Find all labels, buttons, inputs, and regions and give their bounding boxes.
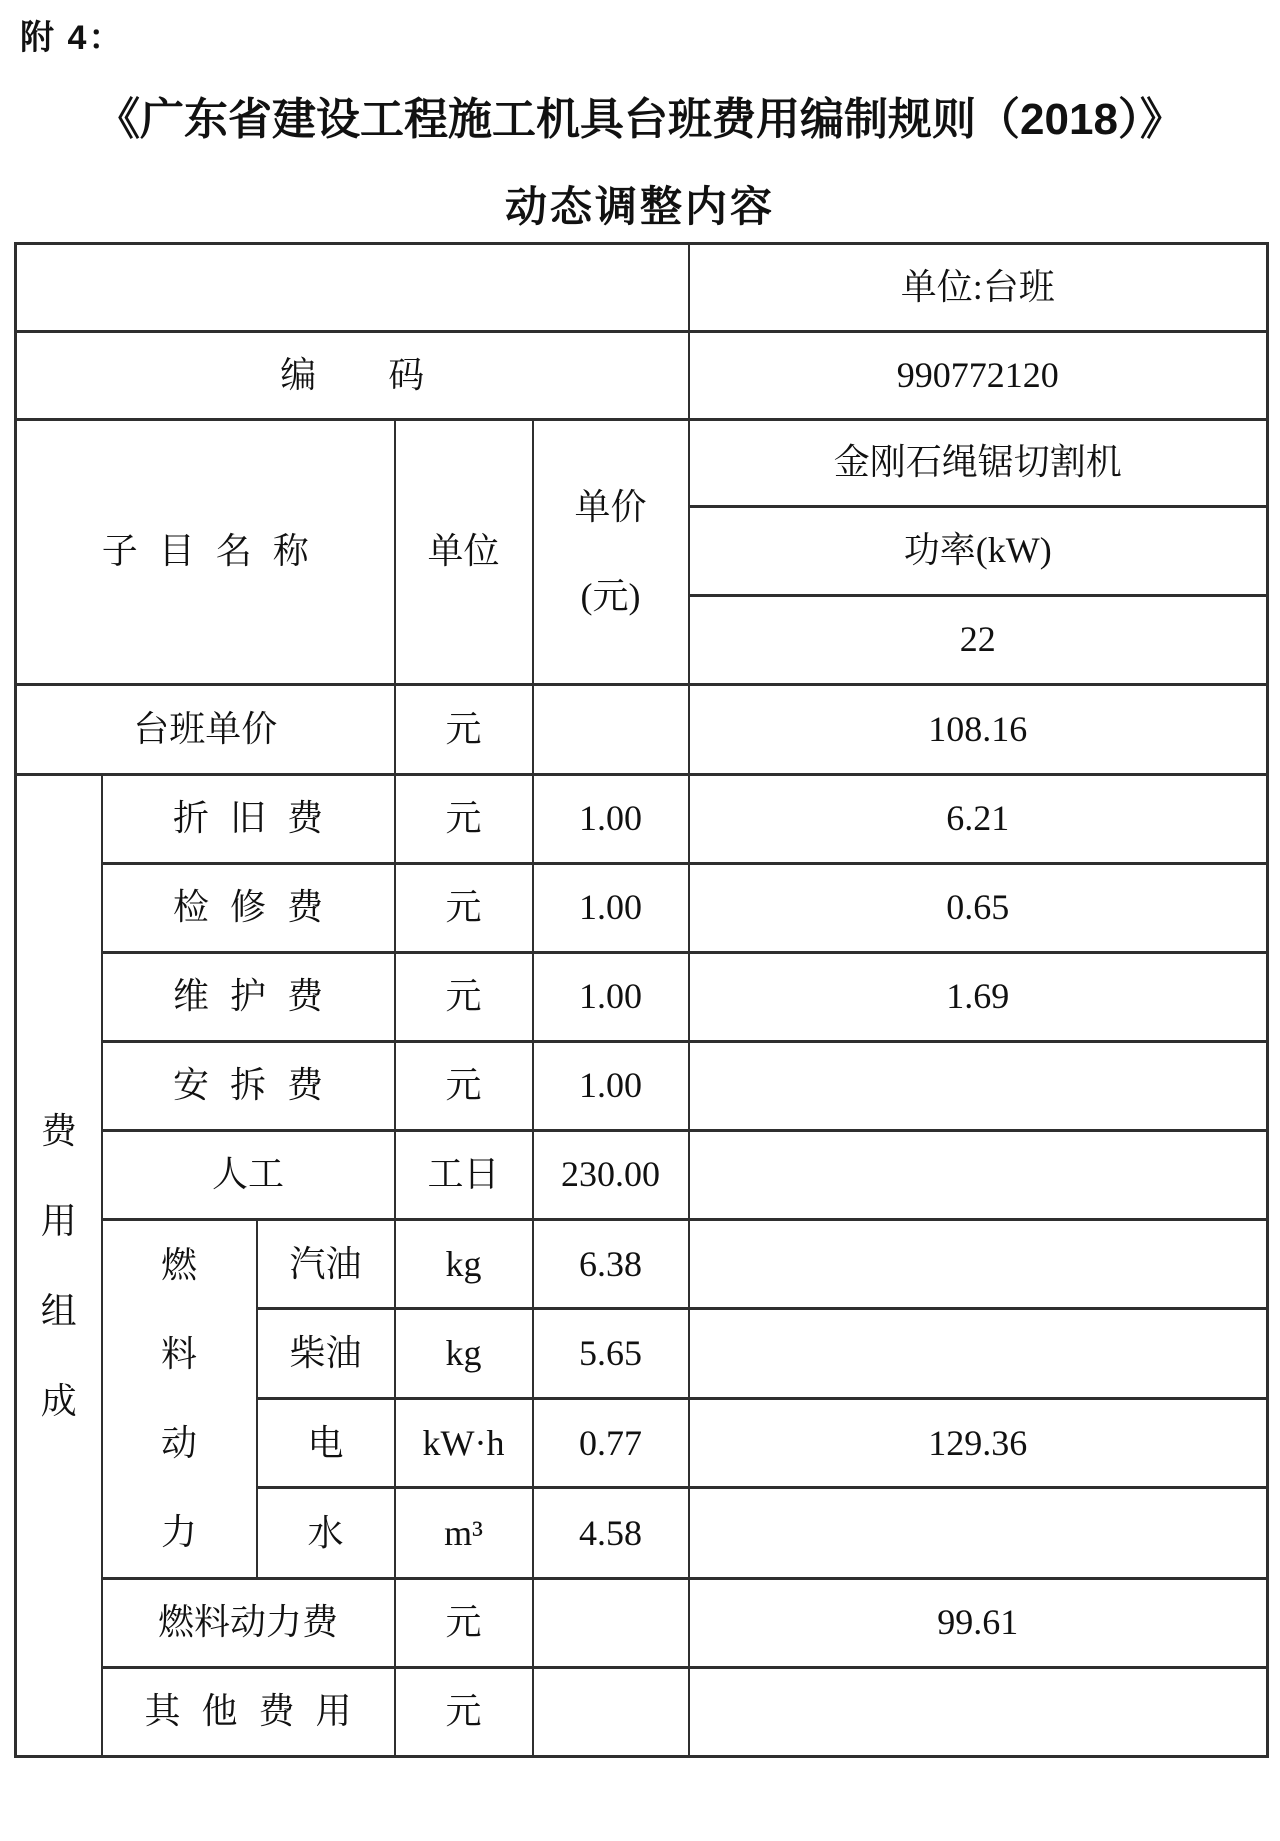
other-cost-value bbox=[689, 1668, 1268, 1757]
cost-item-value: 6.21 bbox=[689, 775, 1268, 864]
price-header bbox=[533, 420, 689, 685]
table-row-header-1 bbox=[16, 420, 1268, 507]
cost-item-unit: 元 bbox=[395, 953, 533, 1042]
fuel-item-value bbox=[689, 1309, 1268, 1398]
table-row-unit-note bbox=[16, 244, 1268, 332]
shift-price-unit: 元 bbox=[395, 685, 533, 775]
cost-item-price: 1.00 bbox=[533, 953, 689, 1042]
cost-item-value: 1.69 bbox=[689, 953, 1268, 1042]
unit-header: 单位 bbox=[395, 420, 533, 685]
fuel-item-unit: m³ bbox=[395, 1488, 533, 1579]
cost-item-unit: 元 bbox=[395, 1042, 533, 1131]
price-header-stack bbox=[534, 463, 688, 641]
fuel-total-value: 99.61 bbox=[689, 1579, 1268, 1668]
table-row-gasoline bbox=[16, 1220, 1268, 1309]
fuel-item-unit: kg bbox=[395, 1309, 533, 1398]
table-row-inspection bbox=[16, 864, 1268, 953]
fuel-item-price: 0.77 bbox=[533, 1398, 689, 1487]
shift-price-price bbox=[533, 685, 689, 775]
empty-cell bbox=[16, 244, 689, 332]
fuel-item-value bbox=[689, 1220, 1268, 1309]
fuel-item-price: 5.65 bbox=[533, 1309, 689, 1398]
cost-item-label: 检 修 费 bbox=[102, 864, 395, 953]
code-label-cell: 编 码 bbox=[16, 332, 689, 420]
table-row-other-cost bbox=[16, 1668, 1268, 1757]
cost-item-price: 1.00 bbox=[533, 864, 689, 953]
table-row-shift-price bbox=[16, 685, 1268, 775]
fuel-item-price: 6.38 bbox=[533, 1220, 689, 1309]
cost-table bbox=[14, 242, 1269, 1758]
page-title: 《广东省建设工程施工机具台班费用编制规则（2018）》 bbox=[96, 95, 1184, 144]
cost-item-price: 1.00 bbox=[533, 775, 689, 864]
cost-item-label: 折 旧 费 bbox=[102, 775, 395, 864]
cost-item-unit: 元 bbox=[395, 775, 533, 864]
table-row-depreciation bbox=[16, 775, 1268, 864]
fuel-item-value bbox=[689, 1488, 1268, 1579]
attachment-label: 附 4： bbox=[20, 19, 125, 57]
cost-item-value bbox=[689, 1042, 1268, 1131]
table-row-code bbox=[16, 332, 1268, 420]
fuel-total-price bbox=[533, 1579, 689, 1668]
table-row-maintenance bbox=[16, 953, 1268, 1042]
cost-item-value: 0.65 bbox=[689, 864, 1268, 953]
fuel-item-unit: kg bbox=[395, 1220, 533, 1309]
machine-name-cell: 金刚石绳锯切割机 bbox=[689, 420, 1268, 507]
price-header-line2: (元) bbox=[580, 576, 641, 616]
other-cost-unit: 元 bbox=[395, 1668, 533, 1757]
cost-item-price: 230.00 bbox=[533, 1131, 689, 1220]
fuel-item-label: 柴油 bbox=[257, 1309, 395, 1398]
shift-price-value: 108.16 bbox=[689, 685, 1268, 775]
fuel-total-unit: 元 bbox=[395, 1579, 533, 1668]
cost-item-label: 维 护 费 bbox=[102, 953, 395, 1042]
fuel-item-label: 电 bbox=[257, 1398, 395, 1487]
price-header-line1: 单价 bbox=[574, 487, 647, 527]
cost-item-unit: 元 bbox=[395, 864, 533, 953]
cost-item-unit: 工日 bbox=[395, 1131, 533, 1220]
other-cost-label: 其 他 费 用 bbox=[102, 1668, 395, 1757]
page-subtitle: 动态调整内容 bbox=[504, 183, 775, 230]
power-value-cell: 22 bbox=[689, 596, 1268, 685]
fuel-item-unit: kW·h bbox=[395, 1398, 533, 1487]
cost-group-vertical-label: 费 用 组 成 bbox=[16, 775, 102, 1757]
table-row-labor bbox=[16, 1131, 1268, 1220]
other-cost-price bbox=[533, 1668, 689, 1757]
code-value-cell: 990772120 bbox=[689, 332, 1268, 420]
item-name-header: 子 目 名 称 bbox=[16, 420, 395, 685]
table-row-installation bbox=[16, 1042, 1268, 1131]
cost-item-price: 1.00 bbox=[533, 1042, 689, 1131]
fuel-item-label: 汽油 bbox=[257, 1220, 395, 1309]
cost-item-label: 安 拆 费 bbox=[102, 1042, 395, 1131]
fuel-item-price: 4.58 bbox=[533, 1488, 689, 1579]
shift-price-label: 台班单价 bbox=[16, 685, 395, 775]
table-row-fuel-total bbox=[16, 1579, 1268, 1668]
fuel-item-value: 129.36 bbox=[689, 1398, 1268, 1487]
fuel-group-vertical-label: 燃 料 动 力 bbox=[102, 1220, 257, 1579]
cost-item-value bbox=[689, 1131, 1268, 1220]
fuel-item-label: 水 bbox=[257, 1488, 395, 1579]
power-label-cell: 功率(kW) bbox=[689, 507, 1268, 596]
cost-item-label: 人工 bbox=[102, 1131, 395, 1220]
fuel-total-label: 燃料动力费 bbox=[102, 1579, 395, 1668]
unit-note-cell: 单位:台班 bbox=[689, 244, 1268, 332]
